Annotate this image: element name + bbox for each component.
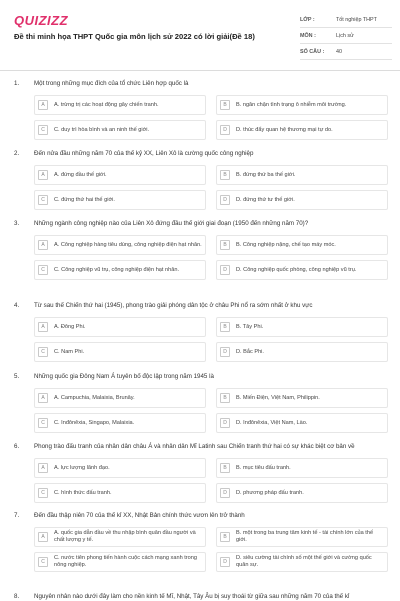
question-text: Một trong những mục đích của tổ chức Liên hợp quốc là: [34, 80, 189, 87]
question-1: [14, 80, 388, 140]
answer-options: [34, 95, 388, 140]
option-letter: B: [220, 532, 230, 542]
option-b[interactable]: [216, 235, 388, 255]
option-letter: C: [38, 195, 48, 205]
option-c[interactable]: [34, 483, 206, 503]
option-letter: A: [38, 322, 48, 332]
option-text: D. đứng thứ tư thế giới.: [236, 196, 295, 203]
question-number: 2.: [14, 150, 20, 157]
option-letter: B: [220, 170, 230, 180]
option-b[interactable]: [216, 458, 388, 478]
option-text: C. đứng thứ hai thế giới.: [54, 196, 115, 203]
option-letter: D: [220, 195, 230, 205]
option-text: A. lực lượng lãnh đạo.: [54, 464, 110, 471]
question-number: 1.: [14, 80, 20, 87]
option-letter: A: [38, 463, 48, 473]
question-text: Phong trào đấu tranh của nhân dân châu Á và nhân dân Mĩ Latinh sau Chiến tranh thứ hai có sự khác biệt cơ bản về: [34, 443, 355, 450]
option-text: B. mục tiêu đấu tranh.: [236, 464, 291, 471]
option-d[interactable]: [216, 190, 388, 210]
option-letter: C: [38, 265, 48, 275]
option-text: D. Inđônêxia, Việt Nam, Lào.: [236, 419, 308, 426]
option-letter: B: [220, 463, 230, 473]
worksheet-meta: [300, 12, 392, 60]
option-b[interactable]: [216, 527, 388, 547]
option-a[interactable]: [34, 235, 206, 255]
meta-label: LỚP :: [300, 16, 315, 23]
option-letter: A: [38, 170, 48, 180]
option-c[interactable]: [34, 342, 206, 362]
worksheet-header: [0, 0, 400, 71]
option-a[interactable]: [34, 165, 206, 185]
option-letter: A: [38, 100, 48, 110]
quizizz-logo: QUIZIZZ: [14, 13, 69, 28]
option-b[interactable]: [216, 317, 388, 337]
option-text: B. Tây Phi.: [236, 323, 264, 330]
question-text: Những ngành công nghiệp nào của Liên Xô đứng đầu thế giới giai đoạn (1950 đến những năm 70)?: [34, 220, 309, 227]
option-letter: B: [220, 240, 230, 250]
option-letter: D: [220, 418, 230, 428]
option-letter: A: [38, 393, 48, 403]
question-number: 3.: [14, 220, 20, 227]
option-text: D. siêu cường tài chính số một thế giới và cường quốc quân sự.: [236, 555, 372, 568]
option-d[interactable]: [216, 342, 388, 362]
meta-row-subject: [300, 28, 392, 44]
option-text: D. Bắc Phi.: [236, 348, 264, 355]
question-5: [14, 373, 388, 433]
answer-options: [34, 165, 388, 210]
question-6: [14, 443, 388, 503]
option-text: A. trừng trị các hoạt động gây chiến tranh.: [54, 101, 159, 108]
option-letter: C: [38, 557, 48, 567]
option-text: C. Nam Phi.: [54, 348, 85, 355]
option-text: A. Campuchia, Malaixia, Brunây.: [54, 394, 135, 401]
option-c[interactable]: [34, 260, 206, 280]
meta-row-class: [300, 12, 392, 28]
question-number: 8.: [14, 593, 20, 600]
option-letter: B: [220, 393, 230, 403]
meta-value: Lịch sử: [336, 32, 354, 39]
option-text: A. quốc gia dẫn đầu về thu nhập bình quân đầu người và chất lượng y tế.: [54, 530, 196, 543]
option-letter: C: [38, 418, 48, 428]
meta-row-count: [300, 44, 392, 60]
option-b[interactable]: [216, 388, 388, 408]
option-letter: B: [220, 100, 230, 110]
question-number: 6.: [14, 443, 20, 450]
option-text: B. đứng thứ ba thế giới.: [236, 171, 296, 178]
option-d[interactable]: [216, 413, 388, 433]
option-text: C. duy trì hòa bình và an ninh thế giới.: [54, 126, 150, 133]
question-text: Nguyên nhân nào dưới đây làm cho nền kinh tế Mĩ, Nhật, Tây Âu bị suy thoái từ giữa sau những năm 70 của thế kỉ: [34, 593, 350, 600]
option-letter: D: [220, 488, 230, 498]
question-7: [14, 512, 388, 572]
option-text: D. Công nghiệp quốc phòng, công nghiệp vũ trụ.: [236, 266, 357, 273]
meta-label: SỐ CÂU :: [300, 48, 325, 55]
option-d[interactable]: [216, 260, 388, 280]
option-text: B. một trong ba trung tâm kinh tế - tài chính lớn của thế giới.: [236, 530, 374, 543]
option-b[interactable]: [216, 165, 388, 185]
question-2: [14, 150, 388, 210]
answer-options: [34, 458, 388, 503]
option-text: A. Đông Phi.: [54, 323, 86, 330]
question-number: 7.: [14, 512, 20, 519]
question-text: Đến đầu thập niên 70 của thế kỉ XX, Nhật Bản chính thức vươn lên trở thành: [34, 512, 245, 519]
option-text: D. thúc đẩy quan hệ thương mại tự do.: [236, 126, 333, 133]
meta-value: Tốt nghiệp THPT: [336, 16, 377, 23]
question-number: 5.: [14, 373, 20, 380]
answer-options: [34, 235, 388, 280]
option-a[interactable]: [34, 317, 206, 337]
option-text: B. Công nghiệp nặng, chế tạo máy móc.: [236, 241, 336, 248]
option-letter: A: [38, 532, 48, 542]
option-letter: C: [38, 347, 48, 357]
option-text: D. phương pháp đấu tranh.: [236, 489, 304, 496]
option-text: C. nước tiên phong tiến hành cuộc cách mạng xanh trong nông nghiệp.: [54, 555, 197, 568]
worksheet-title: Đề thi minh họa THPT Quốc gia môn lịch sử 2022 có lời giải(Đề 18): [14, 32, 255, 41]
option-letter: C: [38, 488, 48, 498]
option-a[interactable]: [34, 527, 206, 547]
option-letter: D: [220, 557, 230, 567]
meta-value: 40: [336, 48, 342, 55]
answer-options: [34, 388, 388, 433]
option-c[interactable]: [34, 190, 206, 210]
option-d[interactable]: [216, 552, 388, 572]
option-c[interactable]: [34, 120, 206, 140]
option-letter: C: [38, 125, 48, 135]
option-text: B. ngăn chặn tình trạng ô nhiễm môi trường.: [236, 101, 347, 108]
question-4: [14, 302, 388, 362]
option-text: C. hình thức đấu tranh.: [54, 489, 112, 496]
option-d[interactable]: [216, 483, 388, 503]
option-text: C. Công nghiệp vũ trụ, công nghiệp điện hạt nhân.: [54, 266, 180, 273]
option-a[interactable]: [34, 388, 206, 408]
option-a[interactable]: [34, 95, 206, 115]
answer-options: [34, 317, 388, 362]
meta-label: MÔN :: [300, 32, 316, 39]
option-letter: A: [38, 240, 48, 250]
option-a[interactable]: [34, 458, 206, 478]
question-3: [14, 220, 388, 280]
option-b[interactable]: [216, 95, 388, 115]
question-number: 4.: [14, 302, 20, 309]
option-c[interactable]: [34, 552, 206, 572]
option-letter: D: [220, 265, 230, 275]
question-text: Đến nửa đầu những năm 70 của thế kỷ XX, Liên Xô là cường quốc công nghiệp: [34, 150, 254, 157]
option-text: B. Miến Điện, Việt Nam, Philippin.: [236, 394, 320, 401]
question-text: Những quốc gia Đông Nam Á tuyên bố độc lập trong năm 1945 là: [34, 373, 214, 380]
question-text: Từ sau thế Chiến thứ hai (1945), phong trào giải phóng dân tộc ở châu Phi nổ ra sớm nhất ở khu vực: [34, 302, 313, 309]
option-letter: B: [220, 322, 230, 332]
option-d[interactable]: [216, 120, 388, 140]
answer-options: [34, 527, 388, 572]
option-letter: D: [220, 125, 230, 135]
option-c[interactable]: [34, 413, 206, 433]
option-text: A. Công nghiệp hàng tiêu dùng, công nghiệp điện hạt nhân.: [54, 241, 202, 248]
option-text: C. Inđônêxia, Singapo, Malaixia.: [54, 419, 135, 426]
option-letter: D: [220, 347, 230, 357]
option-text: A. đứng đầu thế giới.: [54, 171, 107, 178]
